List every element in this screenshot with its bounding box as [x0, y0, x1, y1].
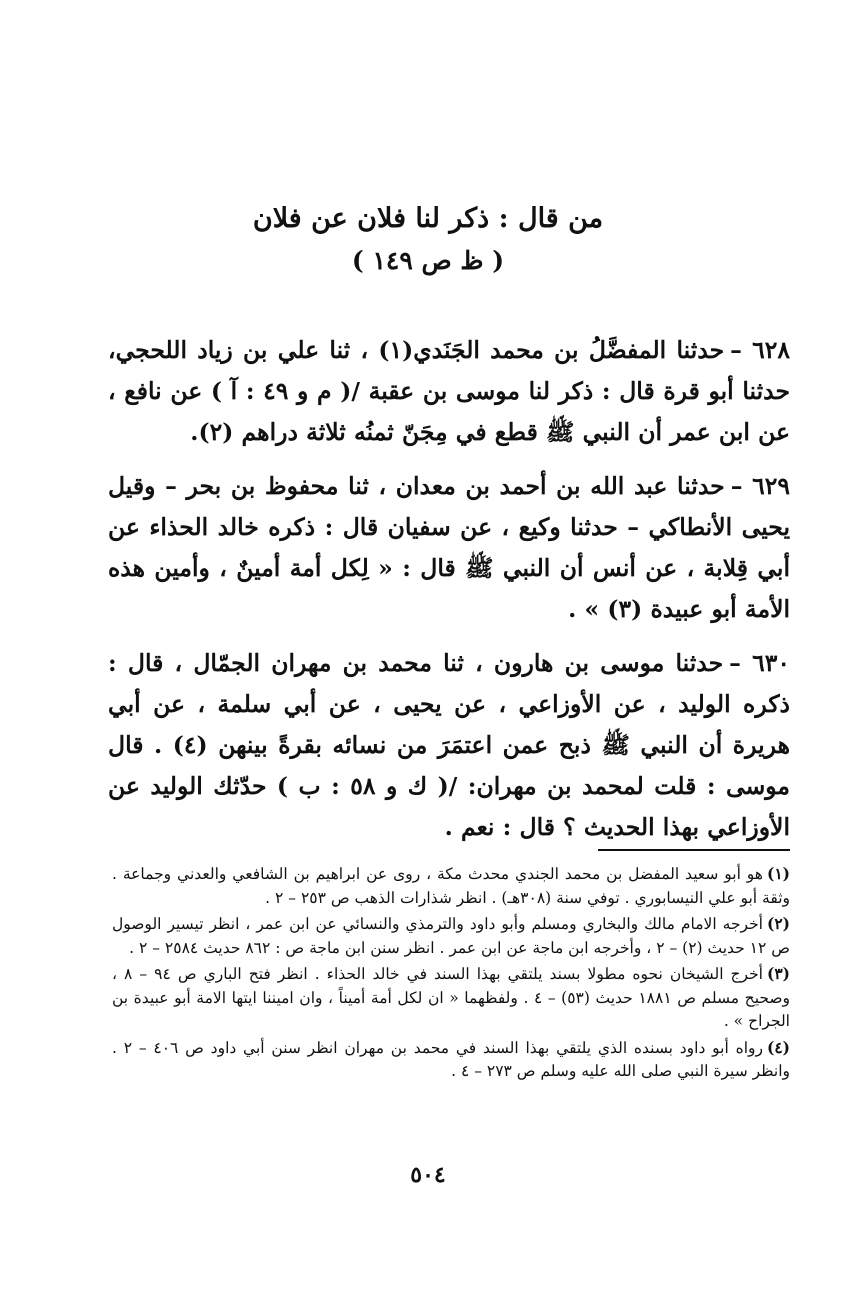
footnote-number: (٤) — [766, 1037, 790, 1057]
footnote — [112, 912, 790, 960]
hadith-number: ٦٣٠ – — [729, 649, 790, 677]
footnote-number: (٣) — [766, 964, 790, 983]
footnote-text: أخرج الشيخان نحوه مطولا بسند يلتقي بهذا السند في خالد الحذاء . انظر فتح الباري ص ٩٤ – ٨ ، وصحيح مسلم ص ١٨٨١ حديث (٥٣) – ٤ . ولفظهما « ان لكل أمة أميناً ، وان اميننا ايتها الامة أبو عبيدة بن الجراح » . — [112, 965, 791, 1030]
footnote — [112, 862, 790, 910]
hadith-text: حدثنا عبد الله بن أحمد بن معدان ، ثنا محفوظ بن بحر – وقيل يحيى الأنطاكي – حدثنا وكيع ، عن سفيان قال : ذكره خالد الحذاء عن أبي قِلابة ، عن أنس أن النبي ﷺ قال : « لِكل أمة أمينٌ ، وأمين هذه الأمة أبو عبيدة (٣) » . — [108, 472, 790, 623]
footnote-number: (١) — [766, 864, 790, 883]
footnote — [112, 1036, 790, 1084]
page-number: ٥٠٤ — [410, 1162, 446, 1188]
hadith-text: حدثنا موسى بن هارون ، ثنا محمد بن مهران الجمّال ، قال : ذكره الوليد ، عن الأوزاعي ، عن يحيى ، عن أبي سلمة ، عن أبي هريرة أن النبي ﷺ ذبح عمن اعتمَرَ من نسائه بقرةً بينهن (٤) . قال موسى : قلت لمحمد بن مهران: /( ك و ٥٨ : ب ) حدّثك الوليد عن الأوزاعي بهذا الحديث ؟ قال : نعم . — [108, 649, 790, 841]
footnote-divider — [598, 849, 790, 851]
hadith-entry — [108, 466, 790, 630]
footnote-text: رواه أبو داود بسنده الذي يلتقي بهذا السند في محمد بن مهران انظر سنن أبي داود ص ٤٠٦ – ٢ . وانظر سيرة النبي صلى الله عليه وسلم ص ٢٧٣ – ٤ . — [112, 1038, 790, 1080]
chapter-title: من قال : ذكر لنا فلان عن فلان — [252, 203, 604, 234]
hadith-number: ٦٢٩ – — [730, 472, 790, 500]
hadith-entry — [108, 643, 790, 848]
footnote-text: هو أبو سعيد المفضل بن محمد الجندي محدث مكة ، روى عن ابراهيم بن الشافعي والعدني وجماعة . وثقة أبو علي النيسابوري . توفي سنة (٣٠٨هـ) . انظر شذارات الذهب ص ٢٥٣ – ٢ . — [112, 865, 790, 907]
hadith-entry — [108, 330, 790, 453]
footnote-number: (٢) — [766, 914, 790, 933]
manuscript-reference: ( ظ ص ١٤٩ ) — [351, 246, 505, 275]
footnote — [112, 962, 790, 1034]
hadith-number: ٦٢٨ – — [730, 336, 790, 364]
chapter-heading — [0, 197, 856, 281]
hadith-list — [108, 330, 790, 861]
footnotes — [112, 862, 790, 1086]
footnote-text: أخرجه الامام مالك والبخاري ومسلم وأبو داود والترمذي والنسائي عن ابن عمر ، انظر تيسير الوصول ص ١٢ حديث (٢) – ٢ ، وأخرجه ابن ماجة عن ابن عمر . انظر سنن ابن ماجة ص : ٨٦٢ حديث ٢٥٨٤ – ٢ . — [112, 915, 790, 957]
hadith-text: حدثنا المفضَّلُ بن محمد الجَنَدي(١) ، ثنا علي بن زياد اللحجي، حدثنا أبو قرة قال : ذكر لنا موسى بن عقبة /( م و ٤٩ : آ ) عن نافع ، عن ابن عمر أن النبي ﷺ قطع في مِجَنّ ثمنُه ثلاثة دراهم (٢). — [108, 336, 790, 446]
